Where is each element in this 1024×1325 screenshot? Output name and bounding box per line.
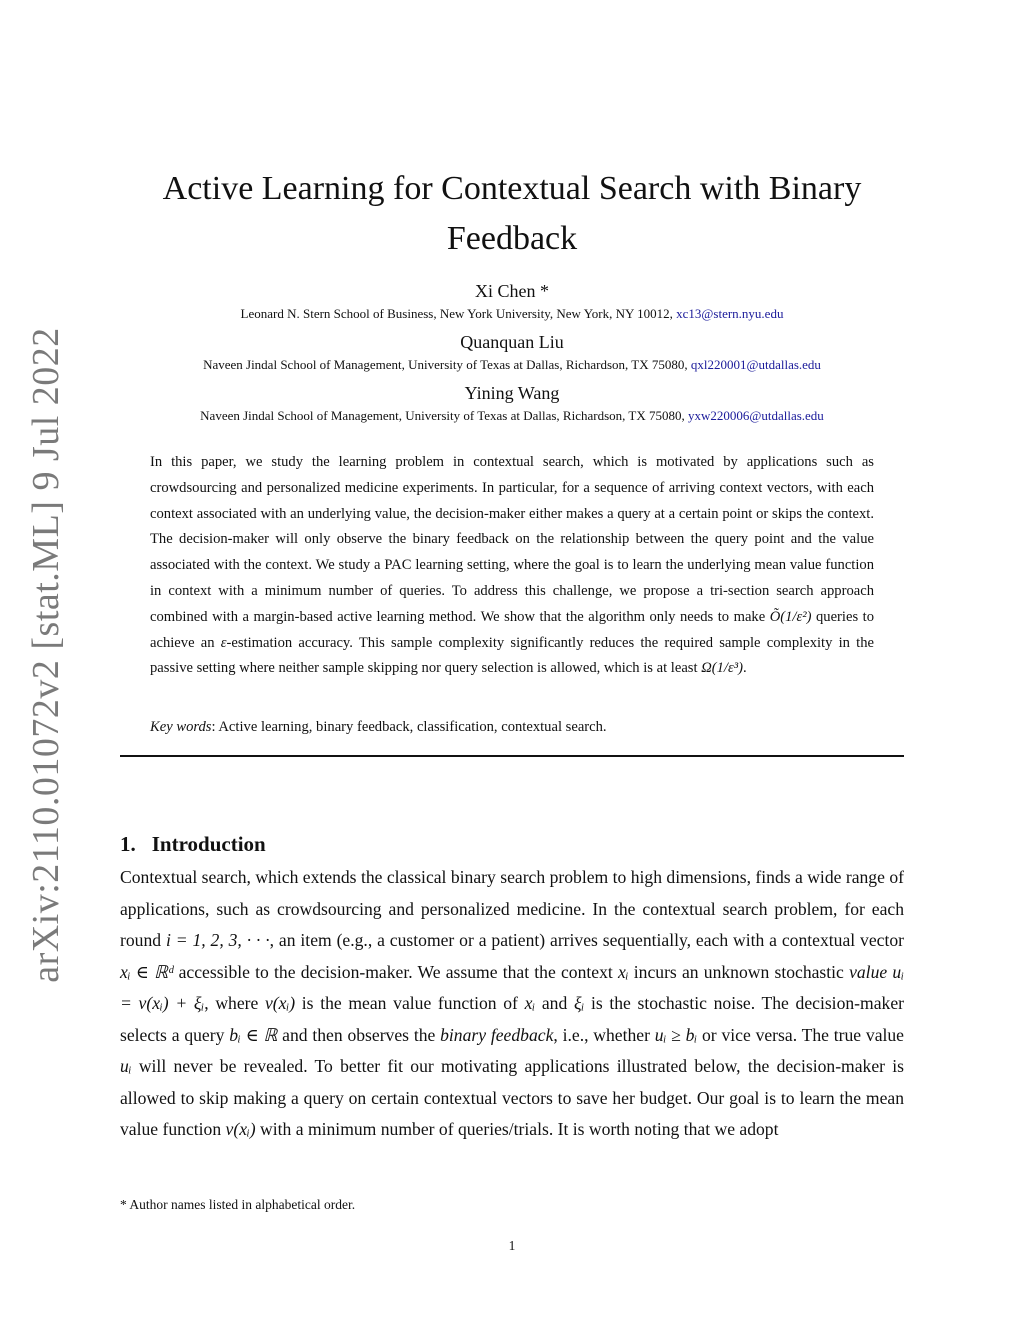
affiliation-text-2: Naveen Jindal School of Management, University of Texas at Dallas, Richardson, TX 75080, — [203, 357, 691, 372]
author-name-2: Quanquan Liu — [460, 332, 564, 352]
intro-text: or vice versa. The true value — [697, 1024, 904, 1045]
intro-math: uᵢ ≥ bᵢ — [654, 1024, 698, 1045]
affiliation-text-1: Leonard N. Stern School of Business, New York University, New York, NY 10012, — [240, 306, 677, 321]
author-email-link-3[interactable]: yxw220006@utdallas.edu — [687, 408, 824, 423]
intro-math: uᵢ = v(xᵢ) + ξᵢ — [120, 961, 904, 1013]
introduction-paragraph — [120, 862, 904, 1146]
intro-text: and — [535, 993, 574, 1013]
abstract-math-3: Ω(1/ε³) — [701, 660, 743, 677]
footnote: * Author names listed in alphabetical order. — [120, 1197, 356, 1212]
author-affiliation-1 — [100, 305, 924, 323]
section-number: 1. — [120, 832, 136, 856]
intro-math: uᵢ — [120, 1056, 132, 1076]
intro-text: and then observes the — [277, 1024, 441, 1045]
intro-emphasis: binary feedback — [440, 1024, 554, 1045]
keywords-text: Active learning, binary feedback, classification, contextual search. — [218, 719, 607, 735]
abstract-text-2: queries to achieve an — [150, 608, 874, 651]
intro-text: , i.e., whether — [553, 1024, 655, 1045]
intro-math: xᵢ — [524, 993, 536, 1013]
intro-text: incurs an unknown stochastic — [628, 961, 850, 982]
author-name-1: Xi Chen * — [475, 281, 549, 301]
intro-math: i = 1, 2, 3, · · · — [165, 930, 270, 950]
author-email-link-2[interactable]: qxl220001@utdallas.edu — [690, 357, 821, 372]
paper-title: Active Learning for Contextual Search with Binary Feedback — [162, 170, 862, 257]
intro-text: is the stochastic noise. The decision-maker selects a query — [120, 993, 904, 1045]
section-divider — [120, 755, 904, 757]
intro-math: v(xᵢ) — [264, 993, 296, 1013]
abstract — [150, 450, 874, 682]
intro-math: v(xᵢ) — [225, 1119, 256, 1139]
author-name-3: Yining Wang — [464, 383, 560, 403]
section-heading-introduction — [120, 830, 266, 858]
author-affiliation-2 — [100, 356, 924, 374]
abstract-math-1: Õ(1/ε²) — [769, 608, 812, 625]
intro-text: , where — [204, 993, 265, 1013]
abstract-text-1: In this paper, we study the learning problem in contextual search, which is motivated by applications such as crowdsourcing and personalized medicine experiments. In particular, for a sequence of arriving context vectors, with each context associated with an underlying value, the decision-maker either makes a query at a certain point or skips the context. The decision-maker will only observe the binary feedback on the relationship between the query point and the value associated with the context. We study a PAC learning setting, where the goal is to learn the underlying mean value function in context with a minimum number of queries. To address this challenge, we propose a tri-section search approach combined with a margin-based active learning method. We show that the algorithm only needs to make — [150, 454, 874, 625]
intro-math: bᵢ ∈ ℝ — [229, 1024, 278, 1045]
abstract-text-3: -estimation accuracy. This sample complexity significantly reduces the required sample complexity in the passive setting where neither sample skipping nor query selection is allowed, which is at least — [150, 634, 874, 677]
keywords-label: Key words — [150, 719, 212, 735]
intro-math: xᵢ — [617, 961, 629, 982]
intro-text: Contextual search, which extends the classical binary search problem to high dimensions, finds a wide range of applications, such as crowdsourcing and personalized medicine. In the contextual search problem, for each round — [120, 867, 904, 950]
intro-emphasis: value — [849, 961, 888, 982]
intro-text: , an item (e.g., a customer or a patient) arrives sequentially, each with a contextual vector — [269, 930, 904, 950]
affiliation-text-3: Naveen Jindal School of Management, University of Texas at Dallas, Richardson, TX 75080, — [200, 408, 688, 423]
author-email-link-1[interactable]: xc13@stern.nyu.edu — [676, 306, 784, 321]
intro-math: xᵢ ∈ ℝᵈ — [120, 961, 174, 982]
abstract-text-4: . — [742, 660, 747, 677]
intro-math: ξᵢ — [573, 993, 585, 1013]
intro-text: accessible to the decision-maker. We assume that the context — [173, 961, 618, 982]
author-affiliation-3 — [100, 407, 924, 425]
page-number: 1 — [508, 1238, 516, 1253]
keywords-separator: : — [211, 719, 219, 735]
keywords — [150, 716, 874, 738]
intro-text: will never be revealed. To better fit our motivating applications illustrated below, the decision-maker is allowed to skip making a query on certain contextual vectors to save her budget. Our goal is to learn the mean value function — [120, 1056, 904, 1139]
section-title: Introduction — [151, 832, 266, 856]
arxiv-identifier: arXiv:2110.01072v2 [stat.ML] 9 Jul 2022 — [25, 327, 67, 983]
abstract-math-2: ε — [220, 634, 227, 651]
intro-text: with a minimum number of queries/trials. It is worth noting that we adopt — [255, 1119, 779, 1139]
intro-text: is the mean value function of — [295, 993, 525, 1013]
